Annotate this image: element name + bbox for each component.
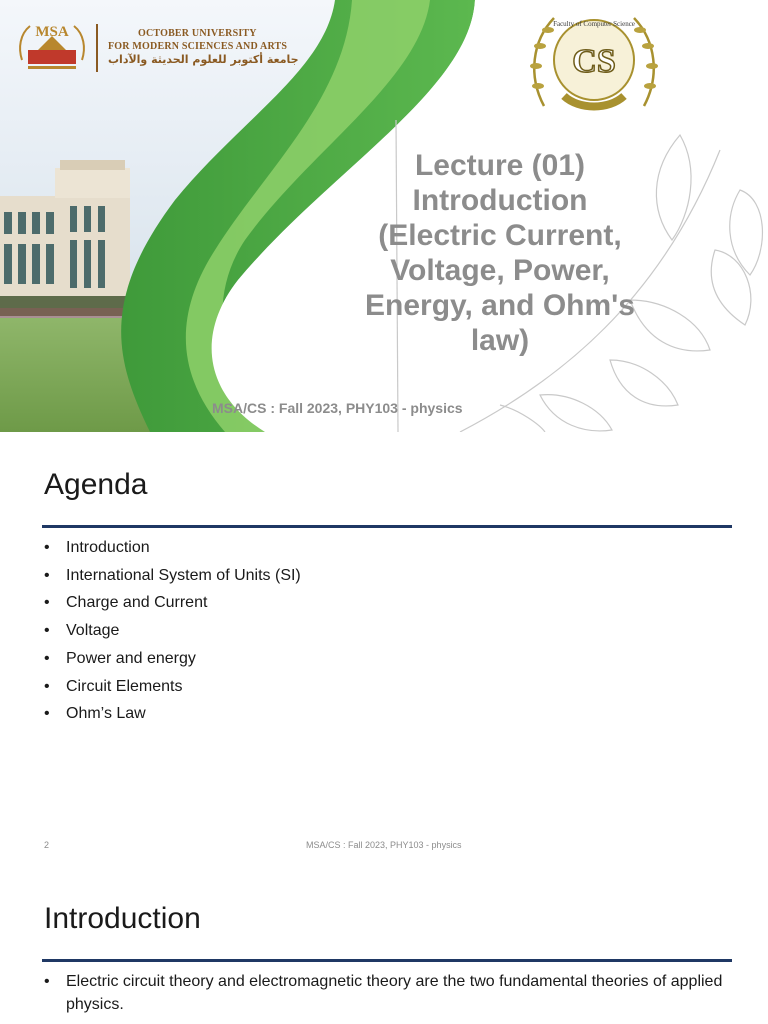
bullet-dot: •	[44, 973, 50, 990]
introduction-slide	[0, 870, 768, 1024]
list-item: • Ohm’s Law	[44, 700, 301, 728]
lecture-title	[340, 148, 660, 358]
title-line: Voltage, Power,	[390, 254, 610, 287]
list-item: • International System of Units (SI)	[44, 562, 301, 590]
list-item: • Voltage	[44, 617, 301, 645]
university-name: OCTOBER UNIVERSITY FOR MODERN SCIENCES AND ARTS جامعة أكتوبر للعلوم الحديثة والآداب	[108, 28, 299, 66]
title-rule	[42, 525, 732, 528]
list-item: • Power and energy	[44, 645, 301, 673]
list-item	[44, 970, 756, 1016]
list-item: • Circuit Elements	[44, 673, 301, 701]
logo-divider	[96, 24, 98, 72]
faculty-seal	[524, 6, 664, 122]
introduction-title: Introduction	[44, 902, 201, 935]
slide-footer: MSA/CS : Fall 2023, PHY103 - physics	[306, 840, 462, 850]
title-line: (Electric Current,	[378, 219, 622, 252]
agenda-list	[44, 534, 301, 728]
list-item: • Introduction	[44, 534, 301, 562]
page-number: 2	[44, 840, 50, 850]
msa-logo	[16, 20, 88, 72]
svg-text:Faculty of Computer Science: Faculty of Computer Science	[553, 20, 635, 28]
agenda-slide	[0, 432, 768, 870]
title-line: law)	[470, 324, 530, 357]
slide-footer: MSA/CS : Fall 2023, PHY103 - physics	[212, 400, 463, 416]
title-rule	[42, 959, 732, 962]
title-line: Energy, and Ohm's	[365, 289, 635, 322]
bullet-text: Electric circuit theory and electromagnetic theory are the two fundamental theories of applied physics.	[66, 973, 723, 1013]
list-item: • Charge and Current	[44, 589, 301, 617]
svg-text:MSA: MSA	[35, 24, 69, 40]
title-slide	[0, 0, 768, 432]
title-line: Lecture (01)	[414, 149, 586, 182]
title-line: Introduction	[412, 184, 588, 217]
agenda-title: Agenda	[44, 468, 148, 501]
svg-text:CS: CS	[572, 43, 616, 80]
